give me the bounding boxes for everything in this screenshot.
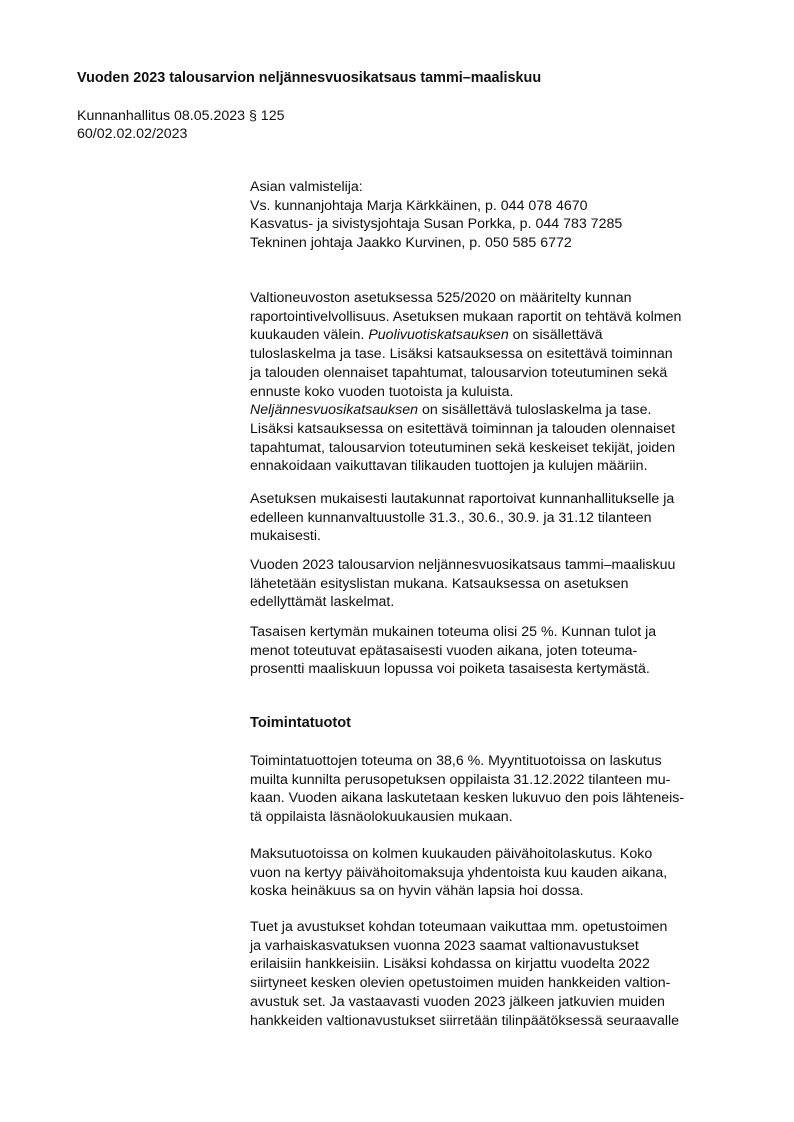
text-line: Tuet ja avustukset kohdan toteumaan vaikuttaa mm. opetustoimen	[250, 919, 668, 935]
text-line: ennakoidaan vaikuttavan tilikauden tuottojen ja kulujen määriin.	[250, 458, 648, 475]
text-line: tapahtumat, talousarvion toteutuminen sekä keskeiset tekijät, joiden	[250, 439, 676, 456]
paragraph-subsidies	[250, 918, 750, 1030]
text-line: Valtioneuvoston asetuksessa 525/2020 on määritelty kunnan	[250, 290, 632, 306]
text-line: ja varhaiskasvatuksen vuonna 2023 saamat valtionavustukset	[250, 937, 639, 954]
preparer-line: Tekninen johtaja Jaakko Kurvinen, p. 050 585 6772	[250, 235, 572, 252]
paragraph-fees	[250, 845, 750, 901]
paragraph-accrual	[250, 623, 750, 679]
text-line: raportointivelvollisuus. Asetuksen mukaan raportit on tehtävä kolmen	[250, 308, 682, 325]
text-line: Toimintatuottojen toteuma on 38,6 %. Myyntituotoissa on laskutus	[250, 753, 662, 769]
text-line: Tasaisen kertymän mukainen toteuma olisi 25 %. Kunnan tulot ja	[250, 624, 657, 640]
text-line: Lisäksi katsauksessa on esitettävä toiminnan ja talouden olennaiset	[250, 420, 676, 437]
preparers-label: Asian valmistelija:	[250, 179, 363, 195]
italic-term: Neljännesvuosikatsauksen	[250, 402, 418, 419]
text-line	[250, 401, 750, 420]
paragraph-operating-income	[250, 752, 750, 827]
text-run: kuukauden välein.	[250, 327, 369, 344]
text-line: erilaisiin hankkeisiin. Lisäksi kohdassa on kirjattu vuodelta 2022	[250, 956, 650, 973]
text-line: Vuoden 2023 talousarvion neljännesvuosikatsaus tammi–maaliskuu	[250, 557, 676, 573]
text-run: on sisällettävä tuloslaskelma ja tase.	[418, 402, 652, 419]
text-line: vuon na kertyy päivähoitomaksuja yhdentoista kuu kauden aikana,	[250, 864, 668, 881]
document-title: Vuoden 2023 talousarvion neljännesvuosikatsaus tammi–maaliskuu	[77, 70, 542, 86]
text-line: tä oppilaista läsnäolokuukausien mukaan.	[250, 809, 513, 826]
text-line: mukaisesti.	[250, 528, 321, 545]
italic-term: Puolivuotiskatsauksen	[368, 327, 509, 344]
text-line: ennuste koko vuoden tuotoista ja kuluista.	[250, 383, 514, 400]
text-line: koska heinäkuus sa on hyvin vähän lapsia hoi dossa.	[250, 883, 584, 900]
text-line: Maksutuotoissa on kolmen kuukauden päivähoitolaskutus. Koko	[250, 846, 653, 862]
paragraph-regulation	[250, 289, 750, 476]
text-line: lähetetään esityslistan mukana. Katsauksessa on asetuksen	[250, 575, 629, 592]
preparer-line: Kasvatus- ja sivistysjohtaja Susan Porkka, p. 044 783 7285	[250, 216, 623, 233]
text-line: kaan. Vuoden aikana laskutetaan kesken lukuvuo den pois lähteneis-	[250, 790, 685, 807]
text-line: menot toteutuvat epätasaisesti vuoden aikana, joten toteuma-	[250, 642, 638, 659]
text-line: edelleen kunnanvaltuustolle 31.3., 30.6., 30.9. ja 31.12 tilanteen	[250, 509, 652, 526]
text-line: edellyttämät laskelmat.	[250, 594, 395, 611]
paragraph-reporting	[250, 490, 750, 546]
section-heading: Toimintatuotot	[250, 715, 352, 731]
record-id: 60/02.02.02/2023	[77, 126, 188, 142]
text-line: Asetuksen mukaisesti lautakunnat raportoivat kunnanhallitukselle ja	[250, 491, 675, 507]
preparer-line: Vs. kunnanjohtaja Marja Kärkkäinen, p. 044 078 4670	[250, 197, 588, 214]
text-line: tuloslaskelma ja tase. Lisäksi katsauksessa on esitettävä toiminnan	[250, 346, 673, 363]
text-line: avustuk set. Ja vastaavasti vuoden 2023 jälkeen jatkuvien muiden	[250, 993, 665, 1010]
text-line: siirtyneet kesken olevien opetustoimen muiden hankkeiden valtion-	[250, 975, 671, 992]
text-run: on sisällettävä	[508, 327, 603, 344]
text-line: hankkeiden valtionavustukset siirretään tilinpäätöksessä seuraavalle	[250, 1012, 680, 1029]
meeting-reference: Kunnanhallitus 08.05.2023 § 125	[77, 108, 285, 124]
paragraph-review	[250, 556, 750, 612]
meeting-info	[77, 107, 284, 143]
text-line: prosentti maaliskuun lopussa voi poiketa tasaisesta kertymästä.	[250, 661, 650, 678]
preparers-block	[250, 178, 750, 253]
text-line: muilta kunnilta perusopetuksen oppilaista 31.12.2022 tilanteen mu-	[250, 771, 671, 788]
text-line	[250, 326, 750, 345]
text-line: ja talouden olennaiset tapahtumat, talousarvion toteutuminen sekä	[250, 364, 668, 381]
